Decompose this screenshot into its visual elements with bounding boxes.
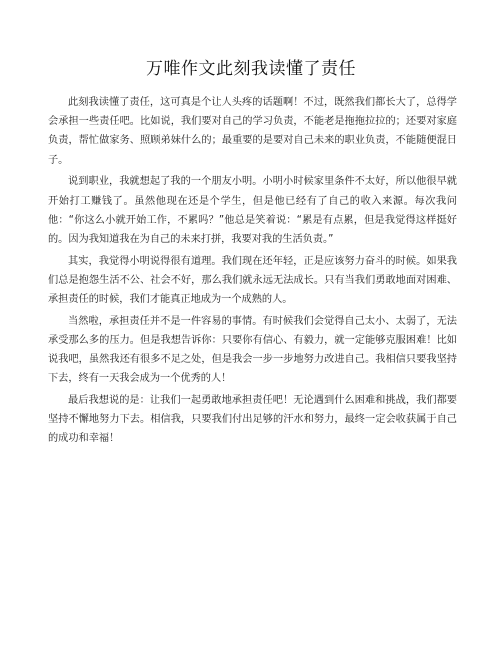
paragraph-4: 当然啦，承担责任并不是一件容易的事情。有时候我们会觉得自己太小、太弱了，无法承受那么多的压力。但是我想告诉你：只要你有信心、有毅力，就一定能够克服困难！比如说我吧，虽然我还有很多不足之处，但是我会一步一步地努力改进自己。我相信只要我坚持下去，终有一天我会成为一个优秀的人！ [48,315,457,385]
document-title: 万唯作文此刻我读懂了责任 [146,59,356,79]
paragraph-5: 最后我想说的是：让我们一起勇敢地承担责任吧！无论遇到什么困难和挑战，我们都要坚持不懈地努力下去。相信我，只要我们付出足够的汗水和努力，最终一定会收获属于自己的成功和幸福！ [48,395,457,445]
paragraph-2: 说到职业，我就想起了我的一个朋友小明。小明小时候家里条件不太好，所以他很早就开始打工赚钱了。虽然他现在还是个学生，但是他已经有了自己的收入来源。每次我问他：“你这么小就开始工作，不累吗？”他总是笑着说：“累是有点累，但是我觉得这样挺好的。因为我知道我在为自己的未来打拼，我要对我的生活负责。” [48,176,457,245]
document-body [48,93,457,451]
paragraph-1: 此刻我读懂了责任，这可真是个让人头疼的话题啊！不过，既然我们都长大了，总得学会承担一些责任吧。比如说，我们要对自己的学习负责，不能老是拖拖拉拉的；还要对家庭负责，帮忙做家务、照顾弟妹什么的；最重要的是要对自己未来的职业负责，不能随便混日子。 [48,97,457,166]
paragraph-3: 其实，我觉得小明说得很有道理。我们现在还年轻，正是应该努力奋斗的时候。如果我们总是抱怨生活不公、社会不好，那么我们就永远无法成长。只有当我们勇敢地面对困难、承担责任的时候，我们才能真正地成为一个成熟的人。 [48,255,457,306]
